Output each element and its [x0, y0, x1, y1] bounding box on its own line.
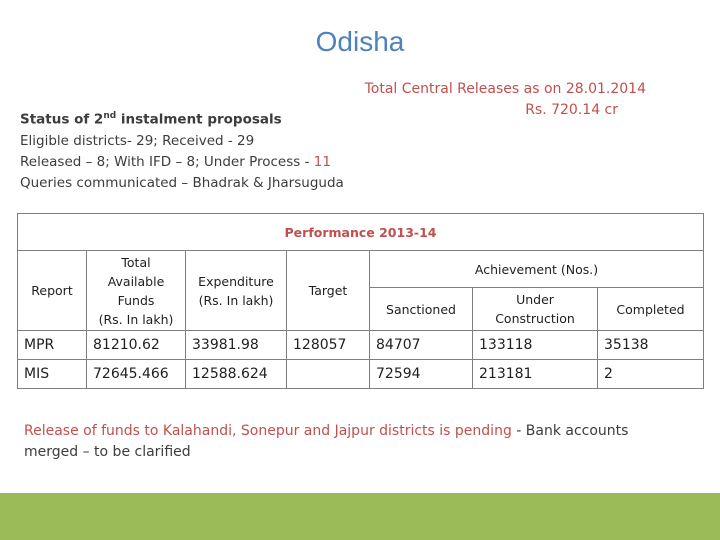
header-completed: Completed: [598, 288, 704, 331]
header-report: Report: [18, 251, 87, 331]
cell-report: MPR: [18, 331, 87, 360]
header-funds: [87, 251, 186, 331]
status-released: [20, 152, 440, 173]
total-releases-amount: Rs. 720.14 cr: [525, 102, 618, 118]
cell-completed: 2: [598, 360, 704, 389]
funds-release-note: [24, 421, 704, 463]
cell-expenditure: 12588.624: [186, 360, 287, 389]
header-funds-line3: Funds: [117, 292, 155, 308]
header-funds-line1: Total: [121, 254, 151, 270]
status-eligible: Eligible districts- 29; Received - 29: [20, 132, 255, 149]
page-title: [0, 26, 720, 58]
table-row: [18, 360, 704, 389]
header-expenditure-line2: (Rs. In lakh): [198, 292, 274, 308]
status-heading-sup: nd: [103, 111, 117, 121]
note-bank-accounts-text: - Bank accounts: [511, 423, 629, 439]
table-header-row: [18, 251, 704, 288]
instalment-status: [20, 106, 440, 194]
page-title-text: Odisha: [315, 26, 405, 57]
header-achievement: Achievement (Nos.): [370, 251, 704, 288]
cell-completed: 35138: [598, 331, 704, 360]
header-funds-line2: Available: [107, 273, 165, 289]
header-expenditure: [186, 251, 287, 331]
status-heading: [20, 106, 440, 131]
cell-sanctioned: 84707: [370, 331, 473, 360]
note-line1: [24, 421, 704, 442]
header-target: Target: [287, 251, 370, 331]
footer-bar: [0, 493, 720, 540]
cell-expenditure: 33981.98: [186, 331, 287, 360]
cell-under-construction: 133118: [473, 331, 598, 360]
cell-sanctioned: 72594: [370, 360, 473, 389]
table-row: [18, 331, 704, 360]
cell-under-construction: 213181: [473, 360, 598, 389]
performance-title-row: [18, 214, 704, 251]
header-under-construction: [473, 288, 598, 331]
performance-table: [17, 213, 704, 389]
total-releases-line1: Total Central Releases as on 28.01.2014: [364, 81, 646, 97]
status-released-text: Released – 8; With IFD – 8; Under Process -: [20, 153, 314, 170]
note-pending-text: Release of funds to Kalahandi, Sonepur and Jajpur districts is pending: [24, 423, 512, 439]
status-heading-pre: Status of 2: [20, 111, 104, 128]
note-line2: merged – to be clarified: [24, 444, 191, 460]
header-under-line1: Under: [516, 292, 554, 307]
performance-title: Performance 2013-14: [18, 214, 704, 251]
cell-report: MIS: [18, 360, 87, 389]
cell-funds: 72645.466: [87, 360, 186, 389]
header-sanctioned: Sanctioned: [370, 288, 473, 331]
header-under-line2: Construction: [495, 311, 575, 326]
header-funds-line4: (Rs. In lakh): [98, 311, 174, 327]
status-heading-post: instalment proposals: [116, 111, 282, 128]
header-expenditure-line1: Expenditure: [198, 273, 274, 289]
cell-target: [287, 360, 370, 389]
status-under-process-value: 11: [313, 153, 331, 170]
cell-funds: 81210.62: [87, 331, 186, 360]
cell-target: 128057: [287, 331, 370, 360]
status-queries: Queries communicated – Bhadrak & Jharsuguda: [20, 174, 344, 191]
